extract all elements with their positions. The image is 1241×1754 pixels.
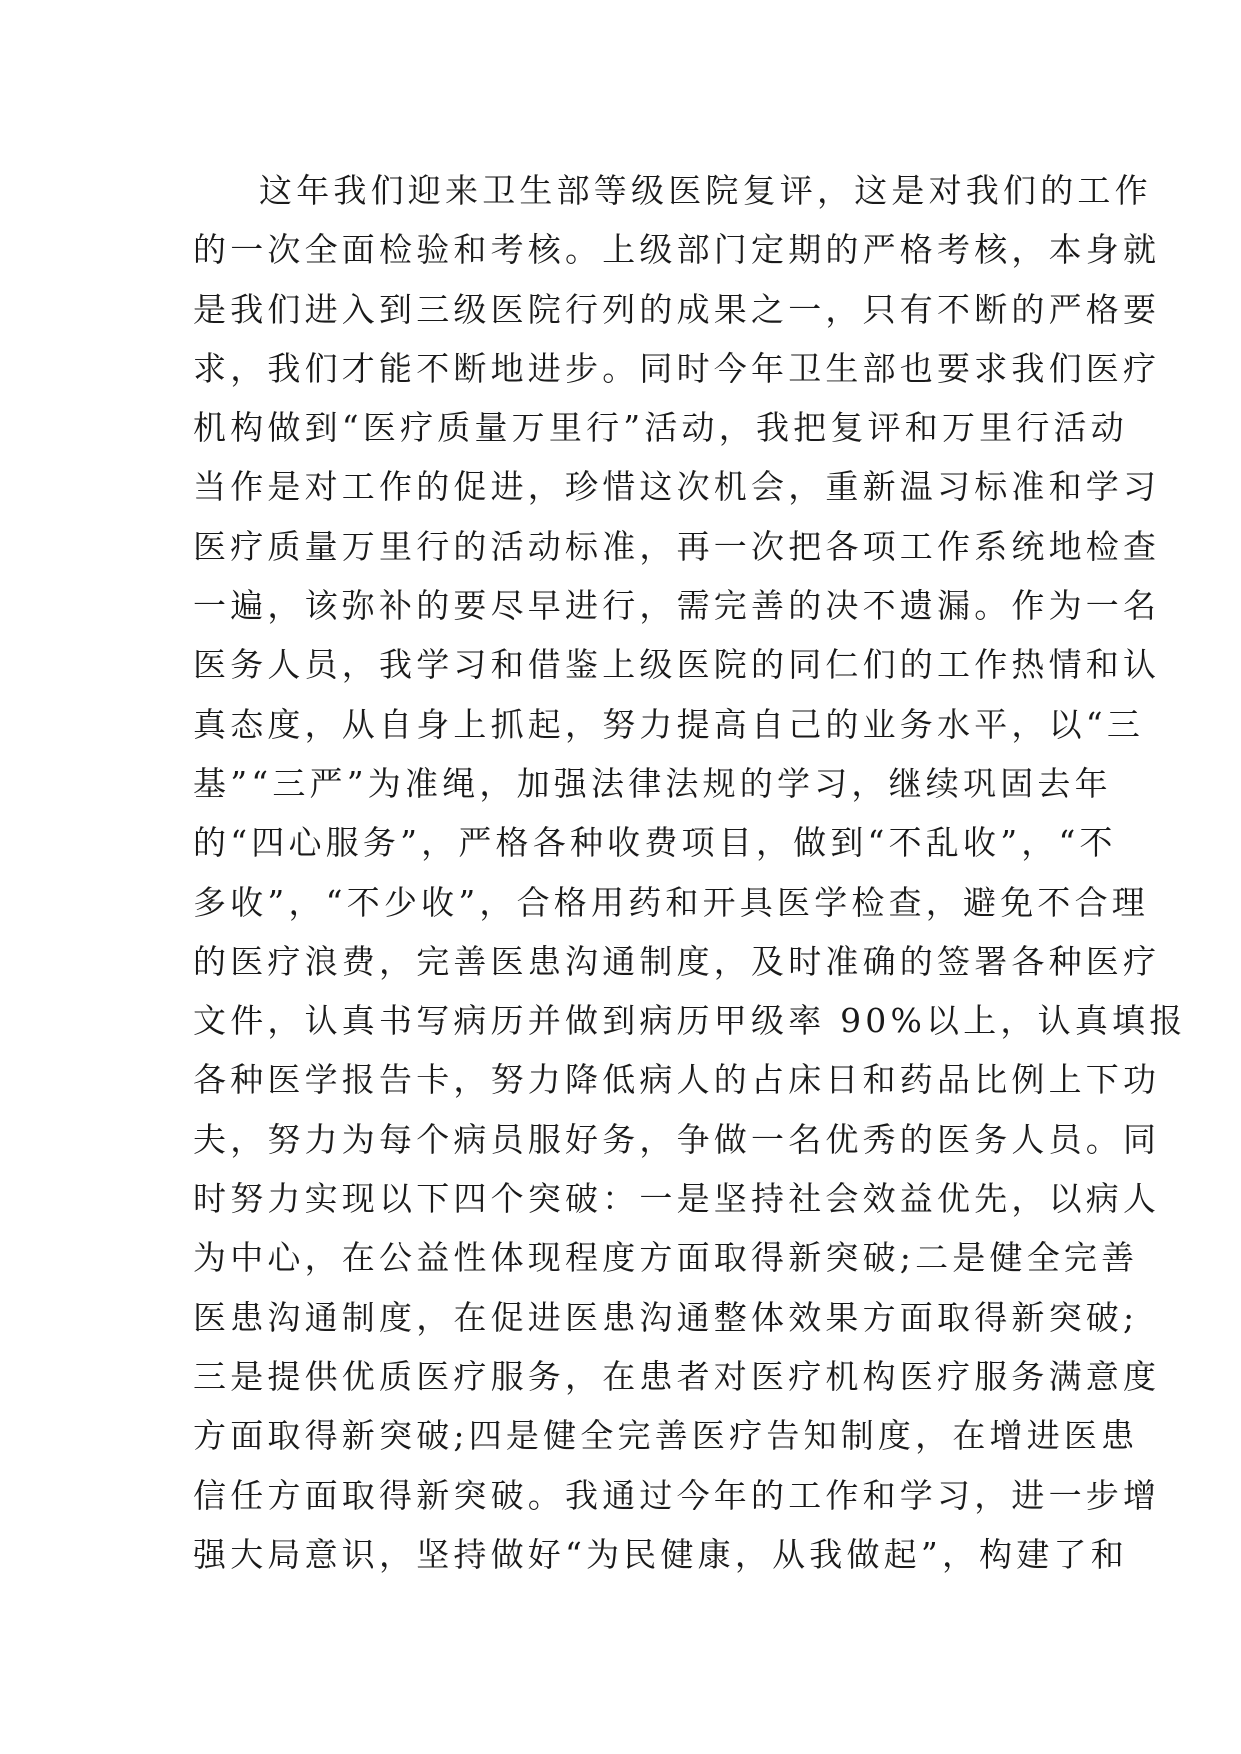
- text-line: 医务人员，我学习和借鉴上级医院的同仁们的工作热情和认: [193, 645, 1161, 685]
- text-line: 多收”，“不少收”，合格用药和开具医学检查，避免不合理: [193, 882, 1150, 922]
- text-line: 这年我们迎来卫生部等级医院复评，这是对我们的工作: [259, 171, 1152, 210]
- text-line: 医疗质量万里行的活动标准，再一次把各项工作系统地检查: [193, 526, 1161, 566]
- text-line: 的“四心服务”，严格各种收费项目，做到“不乱收”，“不: [193, 823, 1117, 863]
- text-line: 机构做到“医疗质量万里行”活动，我把复评和万里行活动: [193, 408, 1128, 448]
- text-line: 求，我们才能不断地进步。同时今年卫生部也要求我们医疗: [193, 348, 1161, 388]
- text-line: 信任方面取得新突破。我通过今年的工作和学习，进一步增: [193, 1475, 1161, 1515]
- text-line: 为中心，在公益性体现程度方面取得新突破;二是健全完善: [193, 1238, 1139, 1278]
- text-line: 的一次全面检验和考核。上级部门定期的严格考核，本身就: [193, 230, 1161, 270]
- text-line: 强大局意识，坚持做好“为民健康，从我做起”，构建了和: [193, 1534, 1128, 1574]
- text-line: 医患沟通制度，在促进医患沟通整体效果方面取得新突破;: [193, 1297, 1139, 1337]
- text-line: 各种医学报告卡，努力降低病人的占床日和药品比例上下功: [193, 1060, 1161, 1100]
- text-line: 时努力实现以下四个突破：一是坚持社会效益优先，以病人: [193, 1179, 1161, 1219]
- text-line: 的医疗浪费，完善医患沟通制度，及时准确的签署各种医疗: [193, 941, 1161, 981]
- text-line: 方面取得新突破;四是健全完善医疗告知制度，在增进医患: [193, 1416, 1139, 1456]
- text-line: 真态度，从自身上抓起，努力提高自己的业务水平，以“三: [193, 704, 1145, 744]
- text-line: 三是提供优质医疗服务，在患者对医疗机构医疗服务满意度: [193, 1356, 1161, 1396]
- text-line: 一遍，该弥补的要尽早进行，需完善的决不遗漏。作为一名: [193, 586, 1161, 626]
- text-line: 文件，认真书写病历并做到病历甲级率 90%以上，认真填报: [193, 1001, 1187, 1041]
- text-line: 夫，努力为每个病员服好务，争做一名优秀的医务人员。同: [193, 1119, 1161, 1159]
- paragraph: [193, 161, 1187, 1584]
- text-line: 当作是对工作的促进，珍惜这次机会，重新温习标准和学习: [193, 467, 1161, 507]
- text-line: 是我们进入到三级医院行列的成果之一，只有不断的严格要: [193, 289, 1161, 329]
- text-line: 基”“三严”为准绳，加强法律法规的学习，继续巩固去年: [193, 763, 1112, 803]
